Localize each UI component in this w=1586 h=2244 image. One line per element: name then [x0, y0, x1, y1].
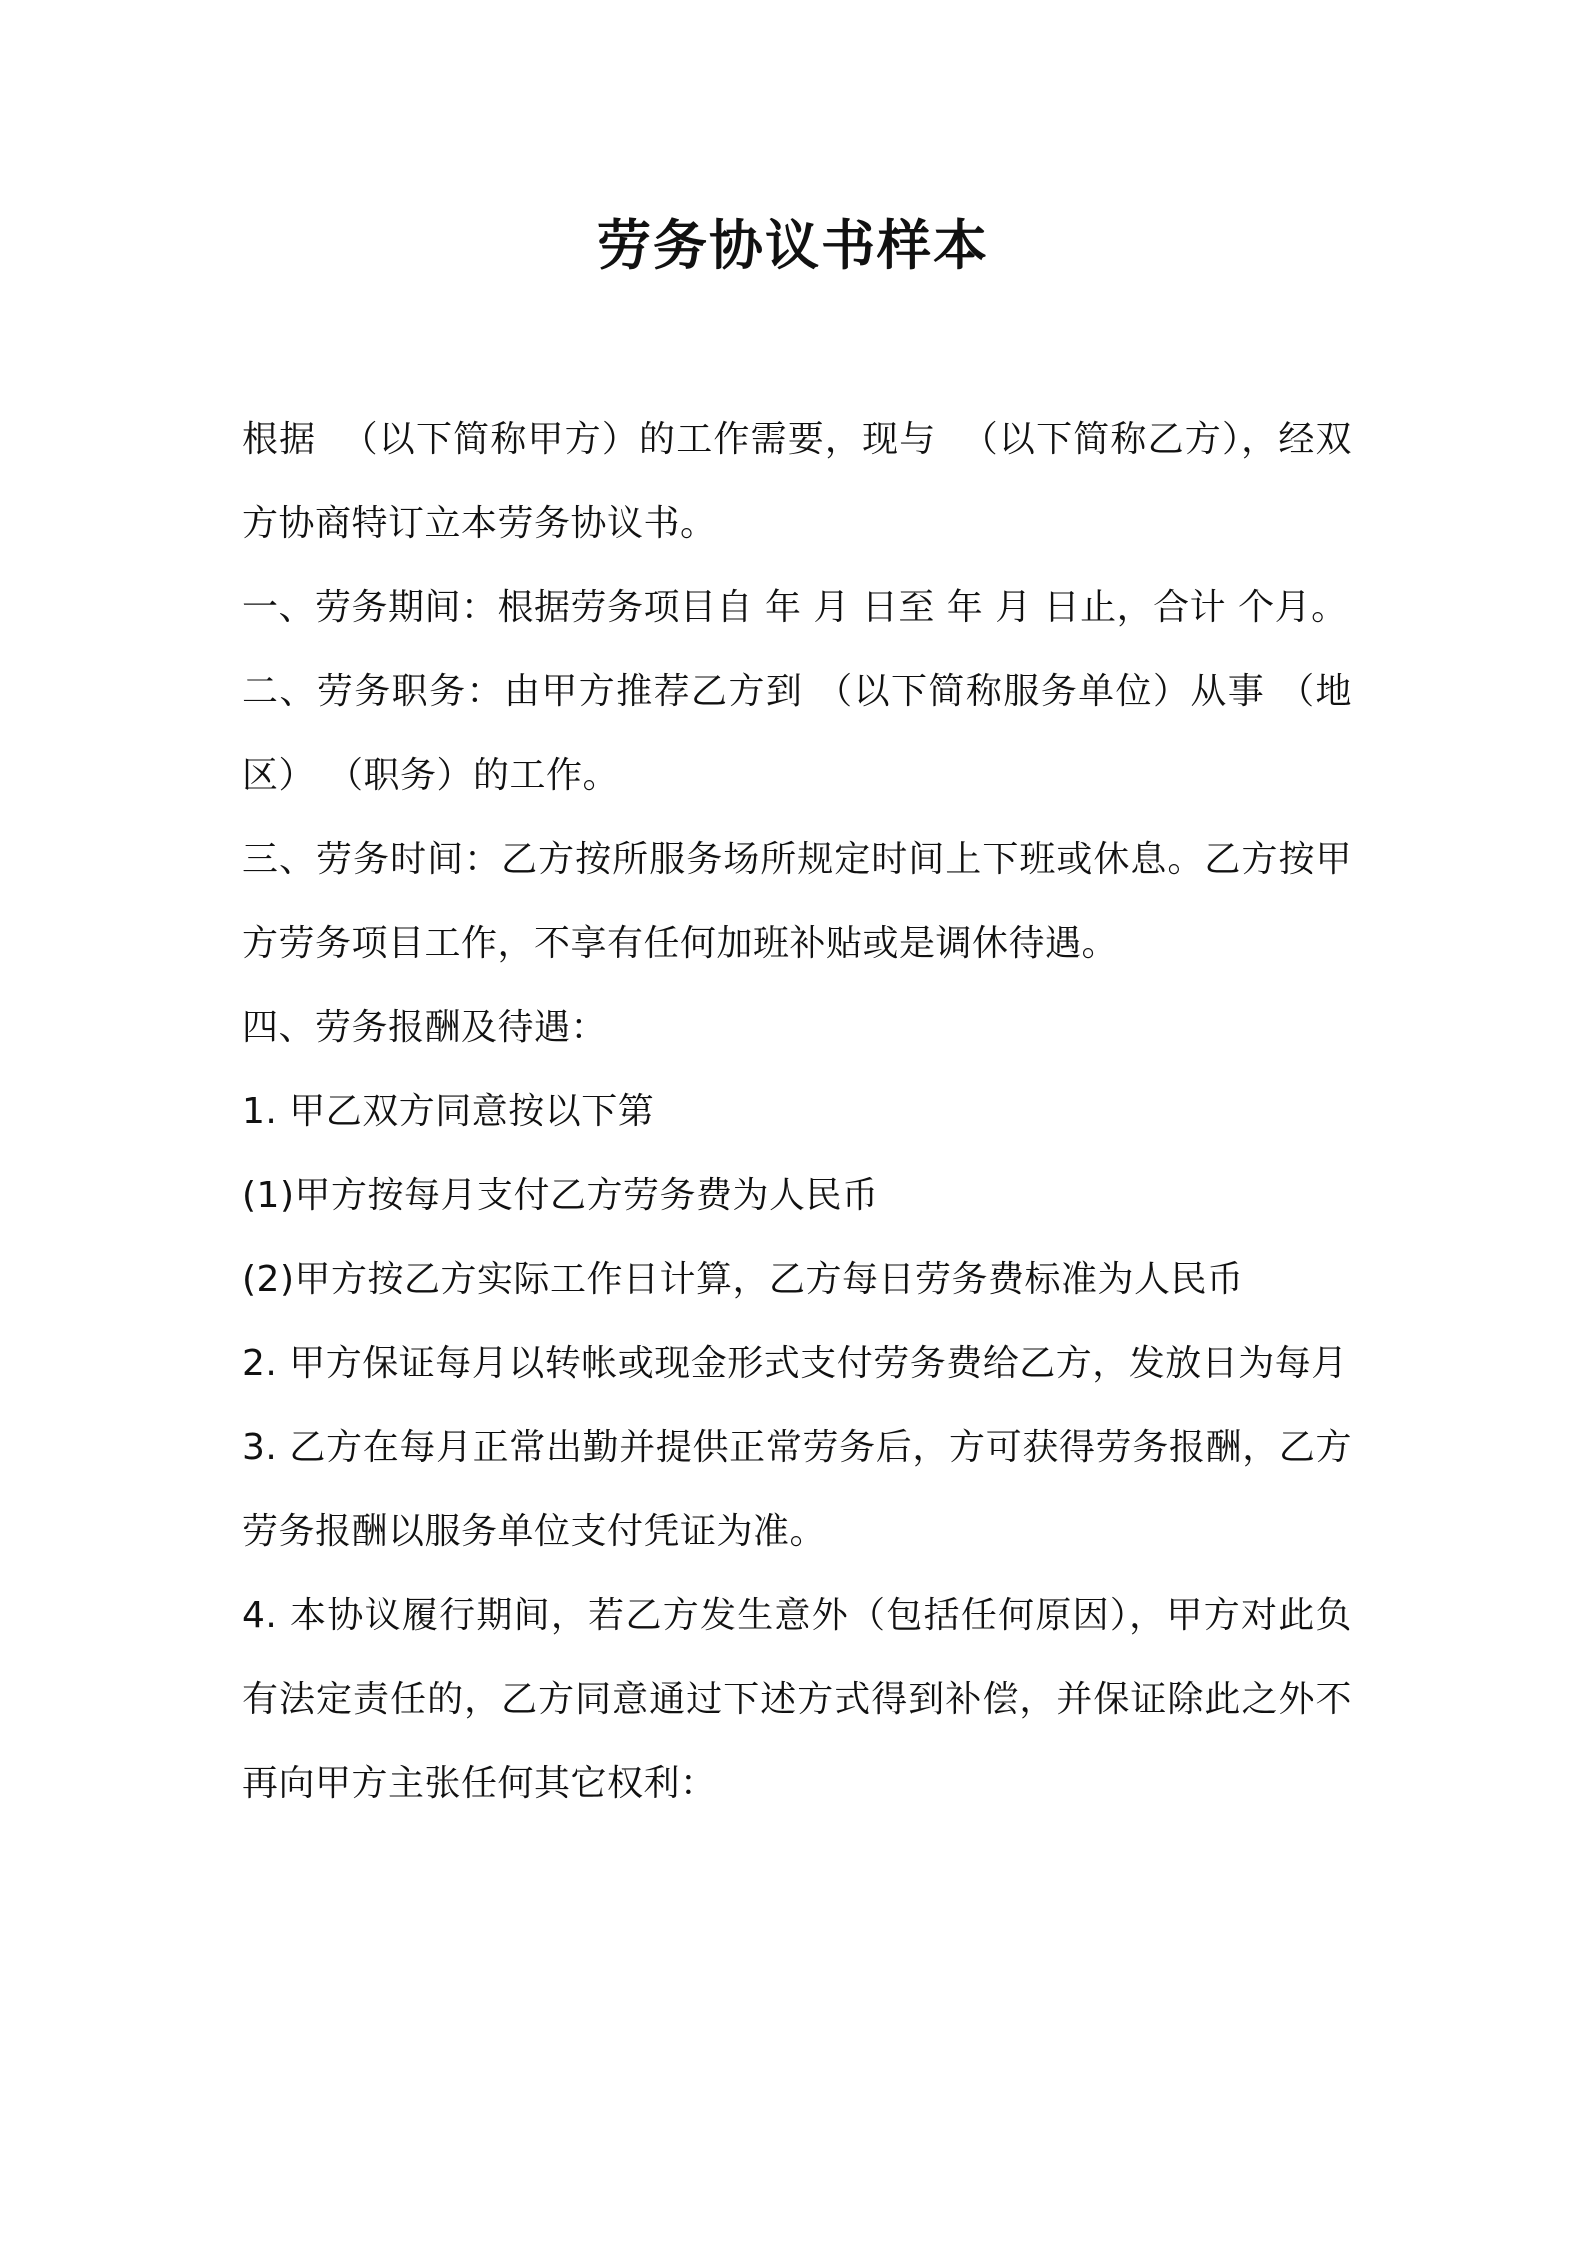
- document-body: [242, 398, 1352, 1826]
- clause-4-item-2: 2. 甲方保证每月以转帐或现金形式支付劳务费给乙方，发放日为每月: [242, 1343, 1348, 1384]
- clause-4-item-1-option-2: (2)甲方按乙方实际工作日计算，乙方每日劳务费标准为人民币: [242, 1259, 1244, 1300]
- document-title: 劳务协议书样本: [597, 214, 989, 277]
- clause-1-period: 一、劳务期间：根据劳务项目自 年 月 日至 年 月 日止，合计 个月。: [242, 587, 1348, 628]
- clause-4-item-1-option-1: (1)甲方按每月支付乙方劳务费为人民币: [242, 1175, 879, 1216]
- intro-paragraph: 根据 （以下简称甲方）的工作需要，现与 （以下简称乙方），经双方协商特订立本劳务协议书。: [242, 419, 1352, 544]
- clause-2-position: 二、劳务职务：由甲方推荐乙方到 （以下简称服务单位）从事 （地区） （职务）的工作。: [242, 671, 1352, 796]
- clause-4-item-4: 4. 本协议履行期间，若乙方发生意外（包括任何原因），甲方对此负有法定责任的，乙方同意通过下述方式得到补偿，并保证除此之外不再向甲方主张任何其它权利：: [242, 1595, 1352, 1804]
- clause-3-hours: 三、劳务时间：乙方按所服务场所规定时间上下班或休息。乙方按甲方劳务项目工作，不享有任何加班补贴或是调休待遇。: [242, 839, 1352, 964]
- clause-4-item-1: 1. 甲乙双方同意按以下第: [242, 1091, 655, 1132]
- clause-4-heading: 四、劳务报酬及待遇：: [242, 1007, 608, 1048]
- clause-4-item-3: 3. 乙方在每月正常出勤并提供正常劳务后，方可获得劳务报酬，乙方劳务报酬以服务单位支付凭证为准。: [242, 1427, 1352, 1552]
